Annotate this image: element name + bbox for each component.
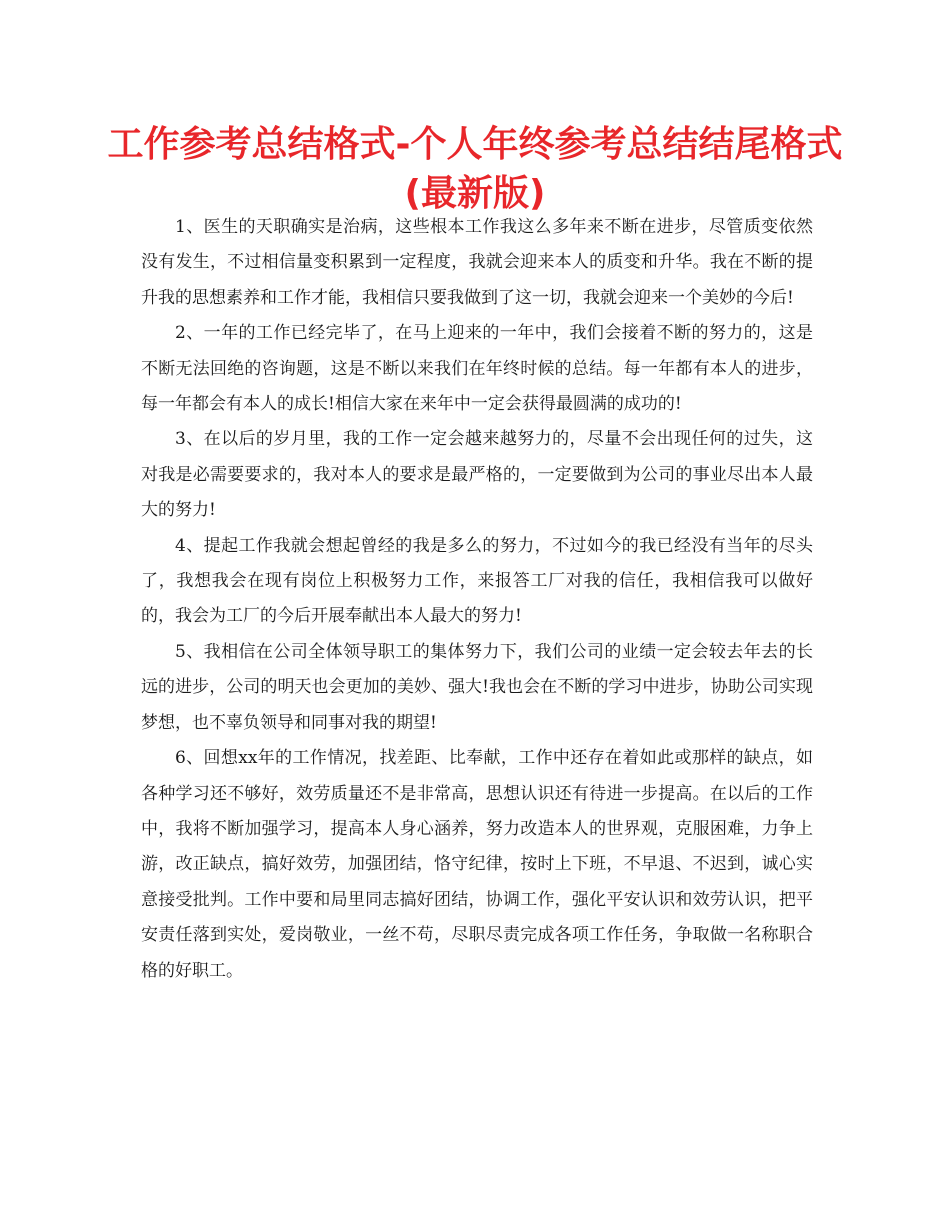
paragraph-6: 6、回想xx年的工作情况，找差距、比奉献，工作中还存在着如此或那样的缺点，如各种学习还不够好，效劳质量还不是非常高，思想认识还有待进一步提高。在以后的工作中，我将不断加强学习，提高本人身心涵养，努力改造本人的世界观，克服困难，力争上游，改正缺点，搞好效劳，加强团结，恪守纪律，按时上下班，不早退、不迟到，诚心实意接受批判。工作中要和局里同志搞好团结，协调工作，强化平安认识和效劳认识，把平安责任落到实处，爱岗敬业，一丝不苟，尽职尽责完成各项工作任务，争取做一名称职合格的好职工。 <box>141 748 813 981</box>
title-line-2: (最新版) <box>404 173 546 214</box>
paragraph-3: 3、在以后的岁月里，我的工作一定会越来越努力的，尽量不会出现任何的过失，这对我是必需要要求的，我对本人的要求是最严格的，一定要做到为公司的事业尽出本人最大的努力! <box>141 429 813 521</box>
paragraph-5: 5、我相信在公司全体领导职工的集体努力下，我们公司的业绩一定会较去年去的长远的进步，公司的明天也会更加的美妙、强大!我也会在不断的学习中进步，协助公司实现梦想，也不辜负领导和同事对我的期望! <box>141 641 813 733</box>
title-line-1: 工作参考总结格式-个人年终参考总结结尾格式 <box>107 124 843 165</box>
document-title <box>100 120 850 218</box>
paragraph-4: 4、提起工作我就会想起曾经的我是多么的努力，不过如今的我已经没有当年的尽头了，我想我会在现有岗位上积极努力工作，来报答工厂对我的信任，我相信我可以做好的，我会为工厂的今后开展奉献出本人最大的努力! <box>141 535 813 627</box>
paragraph-1: 1、医生的天职确实是治病，这些根本工作我这么多年来不断在进步，尽管质变依然没有发生，不过相信量变积累到一定程度，我就会迎来本人的质变和升华。我在不断的提升我的思想素养和工作才能，我相信只要我做到了这一切，我就会迎来一个美妙的今后! <box>141 217 813 308</box>
paragraph-2: 2、一年的工作已经完毕了，在马上迎来的一年中，我们会接着不断的努力的，这是不断无法回绝的咨询题，这是不断以来我们在年终时候的总结。每一年都有本人的进步，每一年都会有本人的成长!相信大家在来年中一定会获得最圆满的成功的! <box>141 323 813 415</box>
document-body <box>141 210 813 989</box>
